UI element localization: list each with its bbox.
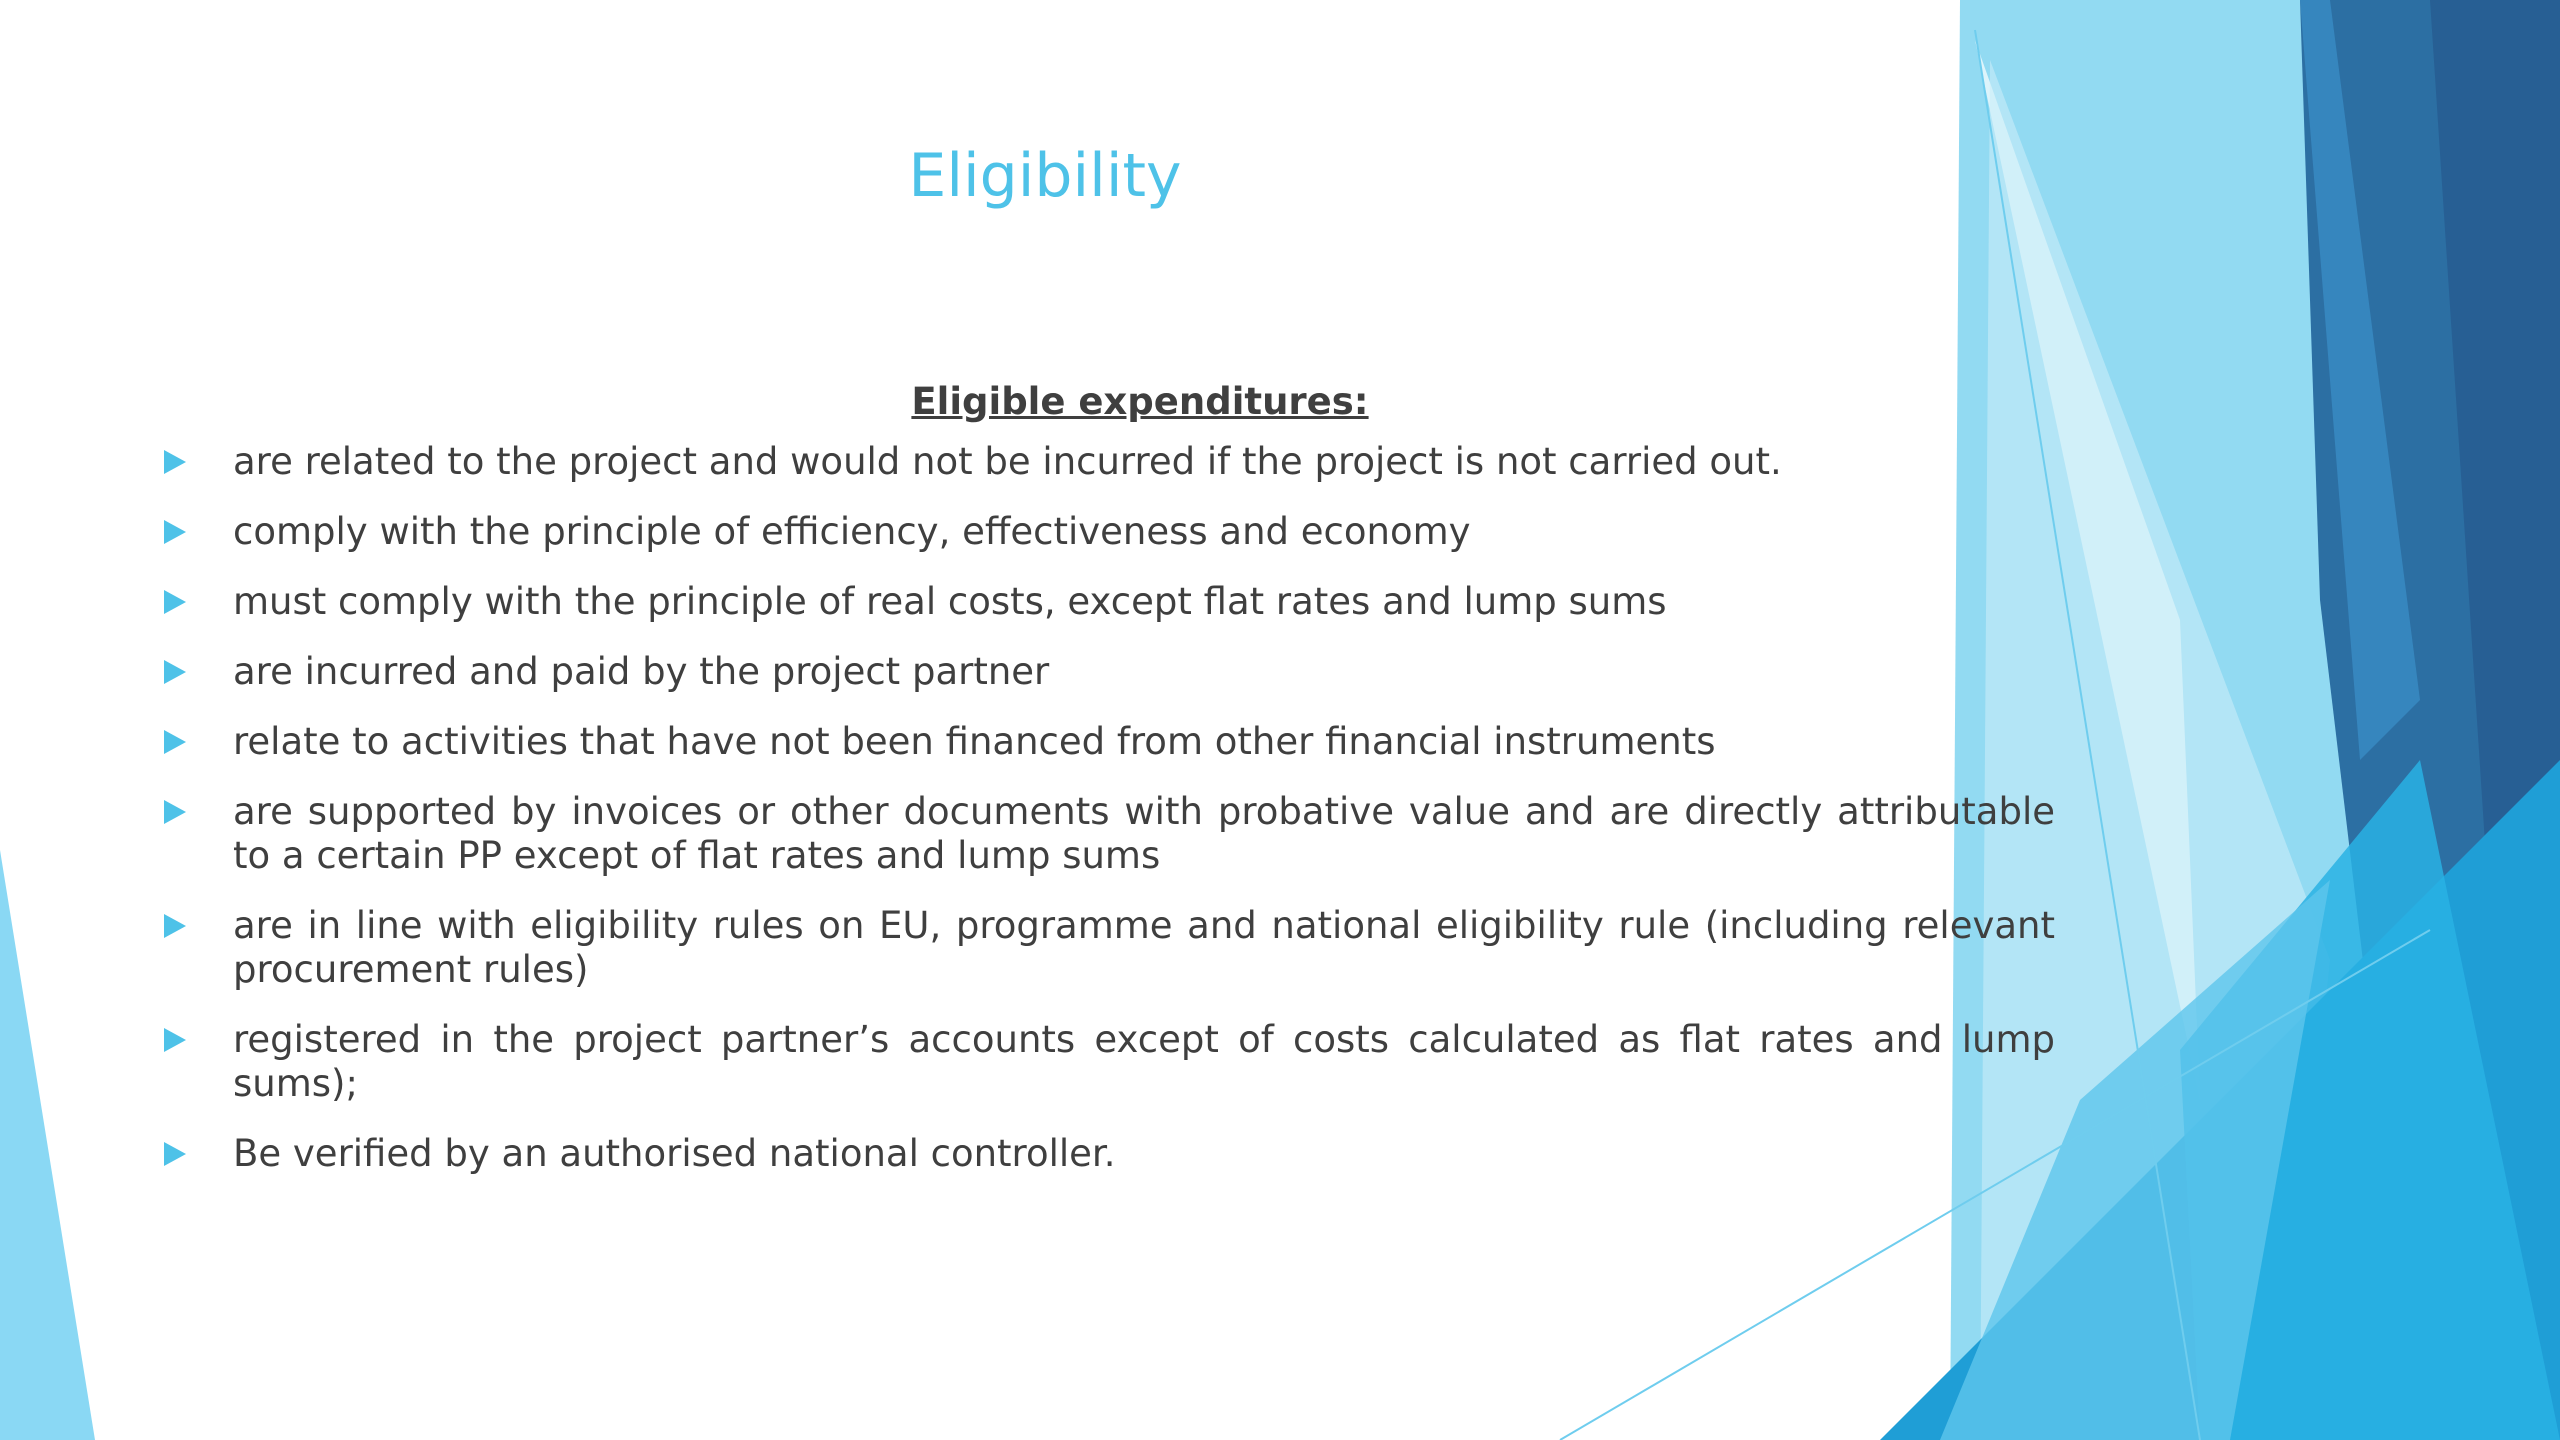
triangle-arrow-icon <box>164 1028 186 1052</box>
list-item-text: registered in the project partner’s accounts except of costs calculated as flat rates and lump sums); <box>233 1018 2055 1105</box>
triangle-arrow-icon <box>164 450 186 474</box>
list-item-text: are related to the project and would not be incurred if the project is not carried out. <box>233 440 1782 483</box>
list-item <box>150 440 2055 484</box>
list-item-text: are in line with eligibility rules on EU, programme and national eligibility rule (including relevant procurement rules) <box>233 904 2055 991</box>
list-item <box>150 650 2055 694</box>
list-item-text: relate to activities that have not been financed from other financial instruments <box>233 720 1716 763</box>
list-item-text: Be verified by an authorised national controller. <box>233 1132 1116 1175</box>
slide-content <box>150 380 2055 1202</box>
triangle-arrow-icon <box>164 730 186 754</box>
triangle-arrow-icon <box>164 590 186 614</box>
triangle-arrow-icon <box>164 800 186 824</box>
list-item <box>150 580 2055 624</box>
list-item <box>150 904 2055 992</box>
bullet-list <box>150 440 2055 1176</box>
list-item <box>150 510 2055 554</box>
list-item-text: are supported by invoices or other documents with probative value and are directly attributable to a certain PP except of flat rates and lump sums <box>233 790 2055 877</box>
slide-title: Eligibility <box>908 141 1182 211</box>
list-item-text: must comply with the principle of real costs, except flat rates and lump sums <box>233 580 1667 623</box>
triangle-arrow-icon <box>164 520 186 544</box>
list-item-text: are incurred and paid by the project partner <box>233 650 1050 693</box>
triangle-arrow-icon <box>164 914 186 938</box>
triangle-arrow-icon <box>164 660 186 684</box>
decor-shape-left-accent <box>0 850 95 1440</box>
list-item <box>150 790 2055 878</box>
subheading: Eligible expenditures: <box>911 380 1369 423</box>
list-item <box>150 720 2055 764</box>
triangle-arrow-icon <box>164 1142 186 1166</box>
list-item <box>150 1018 2055 1106</box>
list-item-text: comply with the principle of efficiency, effectiveness and economy <box>233 510 1471 553</box>
list-item <box>150 1132 2055 1176</box>
